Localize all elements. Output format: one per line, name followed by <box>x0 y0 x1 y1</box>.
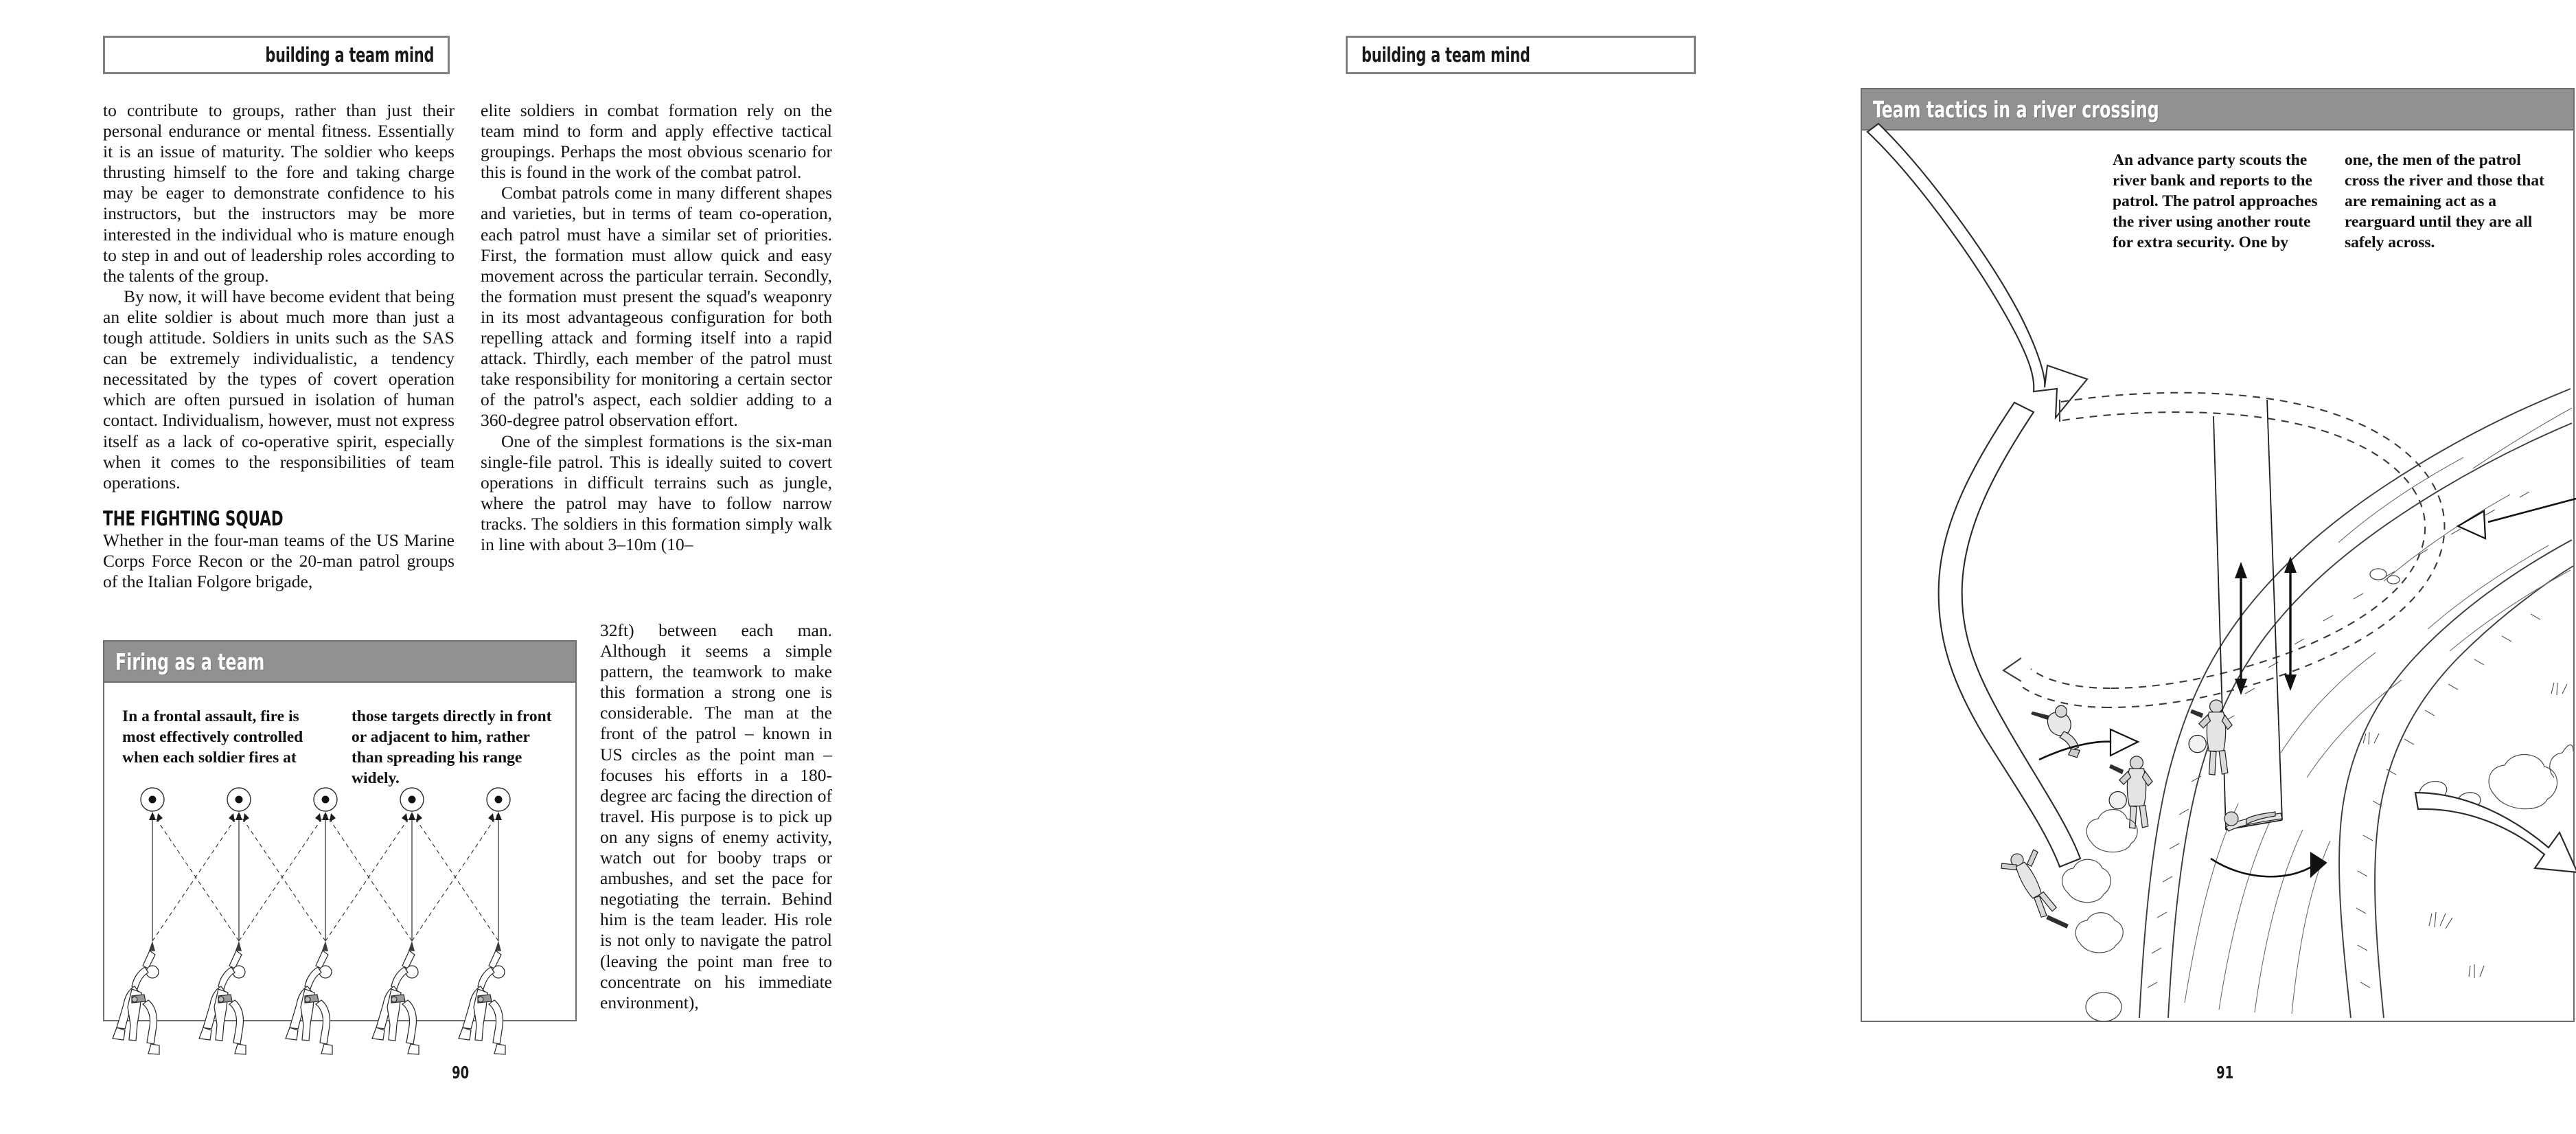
running-header-right-text: building a team mind <box>1361 43 1530 67</box>
figure-firing-caption <box>104 683 575 789</box>
river-bank-left <box>2139 389 2572 1018</box>
figure-river-crossing <box>1861 88 2575 1022</box>
soldier-prone <box>2031 705 2080 758</box>
targets <box>141 788 510 811</box>
caption-column-1: An advance party scouts the river bank and reports to the patrol. The patrol approaches the river using another route for extra security. One by <box>2113 151 2318 251</box>
section-heading: THE FIGHTING SQUAD <box>103 506 284 530</box>
running-header-left-text: building a team mind <box>265 43 434 67</box>
page-number-left: 90 <box>452 1063 470 1082</box>
page-right <box>893 0 2544 1134</box>
soldier-standing-1 <box>2109 756 2152 828</box>
bank-texture <box>2148 492 2540 988</box>
figure-firing-as-a-team <box>103 640 577 1021</box>
figure-river-title: Team tactics in a river crossing <box>1873 95 2159 123</box>
body-column-2 <box>481 100 832 555</box>
advance-party-arrowhead <box>2003 658 2021 681</box>
grass-tufts <box>2363 683 2567 978</box>
page-left <box>0 0 893 1134</box>
river-current-arrow <box>2458 499 2576 538</box>
paragraph: One of the simplest formations is the six-man single-file patrol. This is ideally suited to covert operations in difficult terrains such as jungle, where the patrol may have to follow narrow tracks. The soldiers in this formation simply walk in line with about 3–10m (10– <box>481 431 832 554</box>
paragraph: Combat patrols come in many different shapes and varieties, but in terms of team co-operation, each patrol must have a similar set of priorities. First, the formation must allow quick and easy movement across the particular terrain. Secondly, the formation must present the squad's weaponry in its most advantageous configuration for both repelling attack and forming itself into a rapid attack. Thirdly, each member of the patrol must take responsibility for monitoring a certain sector of the patrol's aspect, each soldier adding to a 360-degree patrol observation effort. <box>481 183 832 431</box>
river-bank-right <box>2339 540 2573 1018</box>
paragraph: 32ft) between each man. Although it seems a simple pattern, the teamwork to make this formation a strong one is considerable. The man at the front of the patrol – known in US circles as the point man – focuses his efforts in a 180-degree arc facing the direction of travel. His purpose is to pick up on any signs of enemy activity, watch out for booby traps or ambushes, and set the pace for negotiating the terrain. Behind him is the team leader. His role is not only to navigate the patrol (leaving the point man free to concentrate on his immediate environment), <box>600 620 832 1012</box>
paragraph: By now, it will have become evident that being an elite soldier is about much more than just a tough attitude. Soldiers in units such as the SAS can be extremely individualistic, a tendency necessitated by the types of covert operation which are often pursued in isolation of human contact. Individualism, however, must not express itself as a lack of co-operative spirit, especially when it comes to the responsibilities of team operations. <box>103 286 455 492</box>
movement-arrow-downstream <box>2415 793 2576 872</box>
body-column-2-wrapped <box>600 620 832 1013</box>
patrol-approach-arrow-solid <box>1867 124 2087 867</box>
figure-firing-header <box>104 642 575 683</box>
soldier-figures <box>113 941 505 1054</box>
figure-firing-diagram <box>104 789 575 1050</box>
body-column-1 <box>103 100 455 592</box>
caption-column-2: one, the men of the patrol cross the river and those that are remaining act as a rearguard until they are all safely across. <box>2345 151 2544 251</box>
advance-party-route-arrow-dashed <box>2019 393 2444 707</box>
firing-formation-svg <box>104 789 575 1050</box>
rope-direction-arrowheads <box>2235 556 2297 695</box>
caption-column-2: those targets directly in front or adjacent to him, rather than spreading his range widely. <box>352 707 552 787</box>
paragraph: Whether in the four-man teams of the US Marine Corps Force Recon or the 20-man patrol groups of the Italian Folgore brigade, <box>103 530 455 592</box>
water-current-lines <box>2185 408 2572 1014</box>
direct-fire-lines <box>152 813 498 941</box>
figure-firing-title: Firing as a team <box>115 648 265 675</box>
soldier-standing-2 <box>2189 700 2232 775</box>
page-number-right: 91 <box>2216 1063 2234 1082</box>
running-header-left <box>103 36 450 74</box>
paragraph: elite soldiers in combat formation rely on the team mind to form and apply effective tactical groupings. Perhaps the most obvious scenario for this is found in the work of the combat patrol. <box>481 100 832 183</box>
caption-column-1: In a frontal assault, fire is most effectively controlled when each soldier fires at <box>122 707 303 767</box>
movement-arrow-crossing <box>2211 853 2326 876</box>
paragraph: to contribute to groups, rather than just their personal endurance or mental fitness. Essentially it is an issue of maturity. The soldier who keeps thrusting himself to the fore and taking charge may be eager to demonstrate confidence to his instructors, but the instructors may be more interested in the individual who is mature enough to step in and out of leadership roles according to the talents of the group. <box>103 100 455 286</box>
figure-river-caption <box>2113 150 2552 253</box>
running-header-right <box>1346 36 1696 74</box>
